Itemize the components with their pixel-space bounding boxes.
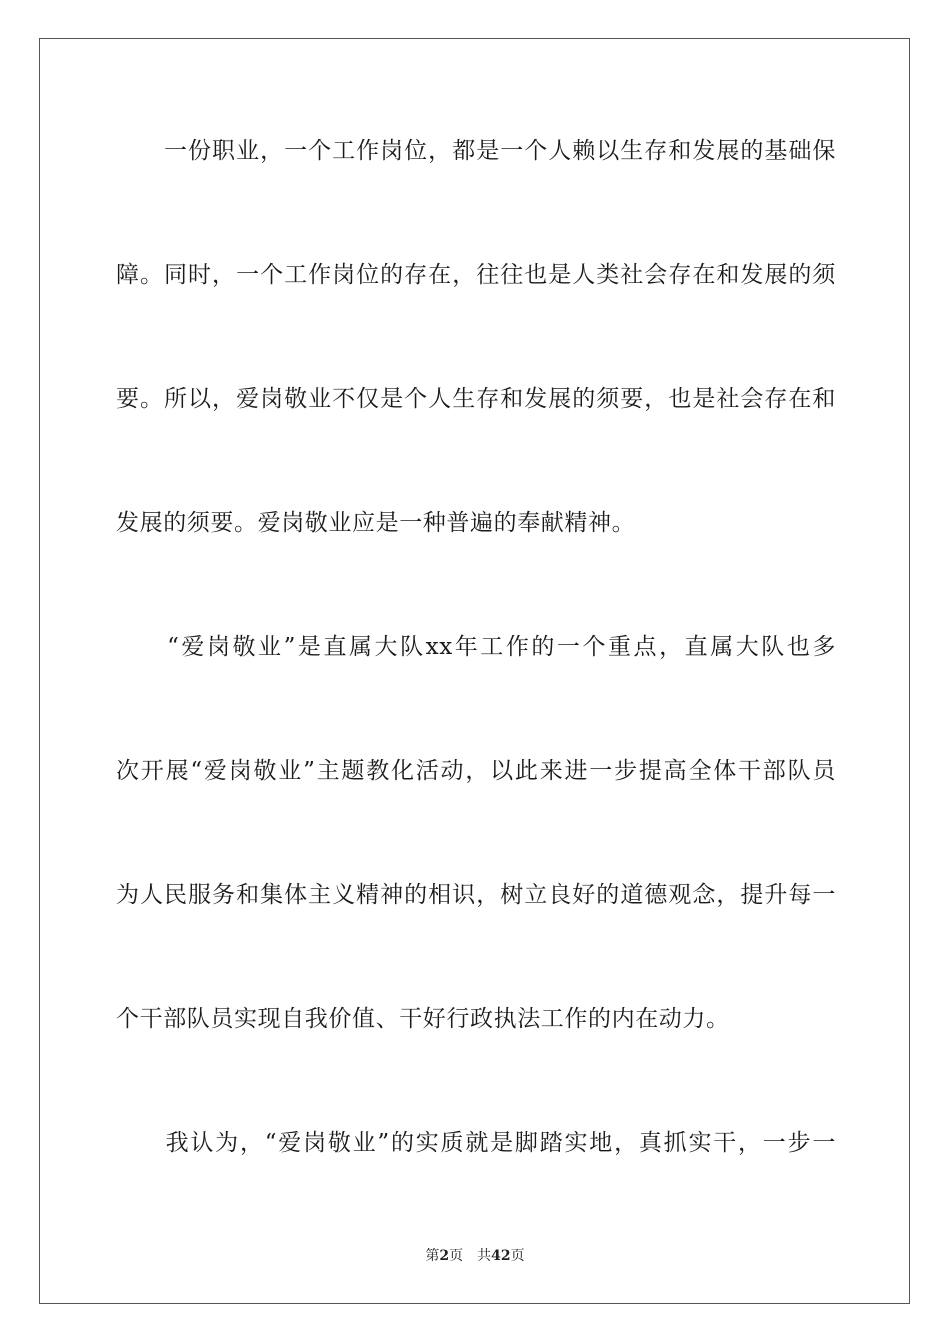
total-pages: 42 [491, 1248, 511, 1264]
page-suffix: 页 [449, 1248, 464, 1264]
page-prefix: 第 [425, 1248, 440, 1264]
body-line-8: 个干部队员实现自我价值、干好行政执法工作的内在动力。 [116, 1006, 730, 1032]
body-line-2: 障。同时，一个工作岗位的存在，往往也是人类社会存在和发展的须 [116, 262, 836, 288]
page-number: 2 [439, 1248, 450, 1264]
body-line-4: 发展的须要。爱岗敬业应是一种普遍的奉献精神。 [116, 510, 636, 536]
page-border [39, 38, 910, 1304]
body-line-5: “爱岗敬业”是直属大队xx年工作的一个重点，直属大队也多 [116, 634, 836, 660]
page-footer [0, 1247, 950, 1265]
body-line-7: 为人民服务和集体主义精神的相识，树立良好的道德观念，提升每一 [116, 882, 836, 908]
body-line-1: 一份职业，一个工作岗位，都是一个人赖以生存和发展的基础保 [116, 138, 836, 164]
body-line-3: 要。所以，爱岗敬业不仅是个人生存和发展的须要，也是社会存在和 [116, 386, 836, 412]
total-suffix: 页 [510, 1248, 525, 1264]
body-line-9: 我认为，“爱岗敬业”的实质就是脚踏实地，真抓实干，一步一 [116, 1130, 836, 1156]
total-prefix: 共 [477, 1248, 492, 1264]
body-line-6: 次开展“爱岗敬业”主题教化活动，以此来进一步提高全体干部队员 [116, 758, 836, 784]
